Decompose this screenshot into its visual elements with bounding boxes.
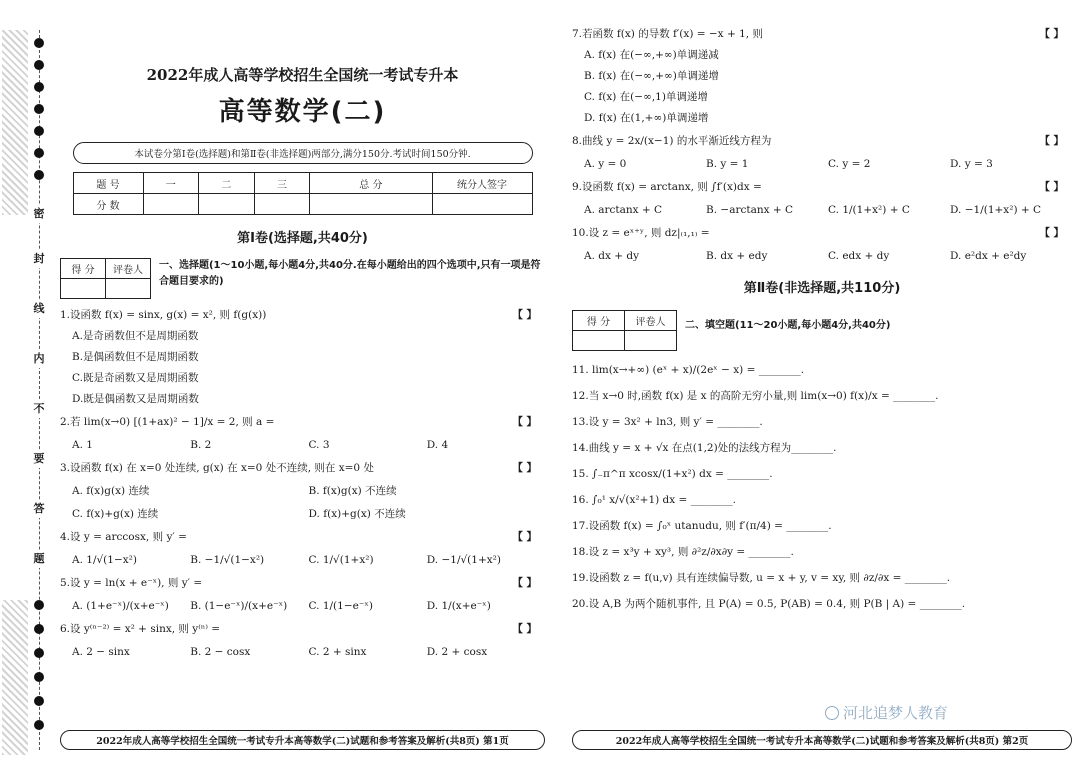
volume-2-title: 第Ⅱ卷(非选择题,共110分) bbox=[743, 281, 901, 296]
answer-bracket[interactable]: 【 】 bbox=[512, 623, 537, 635]
answer-bracket[interactable]: 【 】 bbox=[512, 309, 537, 321]
grader-score-label: 得 分 bbox=[61, 259, 106, 279]
answer-bracket[interactable]: 【 】 bbox=[512, 531, 537, 543]
score-cell[interactable] bbox=[143, 194, 199, 215]
option-row bbox=[60, 645, 545, 659]
binding-hole bbox=[34, 672, 44, 682]
option-row bbox=[60, 484, 545, 498]
answer-option[interactable]: A.是奇函数但不是周期函数 bbox=[72, 330, 199, 342]
seal-char: 题 bbox=[30, 550, 48, 568]
option-row bbox=[60, 438, 545, 452]
score-cell[interactable] bbox=[254, 194, 310, 215]
answer-option[interactable]: B. 2 bbox=[190, 439, 212, 451]
answer-bracket[interactable]: 【 】 bbox=[1039, 135, 1064, 147]
right-question-list bbox=[572, 27, 1072, 263]
answer-bracket[interactable]: 【 】 bbox=[1039, 181, 1064, 193]
binding-margin bbox=[0, 0, 52, 764]
score-header-cell: 三 bbox=[254, 173, 310, 194]
binding-hole bbox=[34, 600, 44, 610]
binding-dash-line bbox=[39, 30, 40, 750]
answer-option[interactable]: D. y = 3 bbox=[950, 158, 993, 170]
hatch-pattern-top bbox=[2, 30, 28, 215]
grader-score-label: 得 分 bbox=[573, 311, 625, 331]
section-2-title: 二、填空题(11～20小题,每小题4分,共40分) bbox=[685, 320, 891, 331]
seal-char: 不 bbox=[30, 400, 48, 418]
answer-option[interactable]: A. arctanx + C bbox=[584, 204, 663, 216]
binding-hole bbox=[34, 126, 44, 136]
question-stem: 4.设 y = arccosx, 则 y′ = 【 】 bbox=[60, 531, 537, 543]
answer-option[interactable]: D.既是偶函数又是周期函数 bbox=[72, 393, 199, 405]
answer-option[interactable]: D. f(x) 在(1,+∞)单调递增 bbox=[584, 112, 709, 124]
score-cell[interactable] bbox=[199, 194, 255, 215]
grader-box bbox=[60, 258, 151, 299]
answer-option[interactable]: B. f(x)g(x) 不连续 bbox=[308, 485, 397, 497]
answer-option[interactable]: C. f(x) 在(−∞,1)单调递增 bbox=[584, 91, 708, 103]
answer-option[interactable]: B. dx + edy bbox=[706, 250, 768, 262]
seal-char: 答 bbox=[30, 500, 48, 518]
grader-box bbox=[572, 310, 677, 351]
question-stem: 3.设函数 f(x) 在 x=0 处连续, g(x) 在 x=0 处不连续, 则在 x=0 处 【 】 bbox=[60, 462, 537, 474]
answer-option[interactable]: B.是偶函数但不是周期函数 bbox=[72, 351, 199, 363]
fill-question[interactable]: 15. ∫₋π^π xcosx/(1+x²) dx = ________. bbox=[572, 468, 773, 480]
exam-title: 2022年成人高等学校招生全国统一考试专升本 bbox=[146, 66, 459, 84]
grader-reviewer-label: 评卷人 bbox=[625, 311, 677, 331]
answer-bracket[interactable]: 【 】 bbox=[512, 462, 537, 474]
answer-option[interactable]: C. edx + dy bbox=[828, 250, 890, 262]
fill-question[interactable]: 20.设 A,B 为两个随机事件, 且 P(A) = 0.5, P(AB) = 0.4, 则 P(B | A) = ________. bbox=[572, 598, 966, 610]
answer-option[interactable]: C. y = 2 bbox=[828, 158, 871, 170]
grader-score-cell[interactable] bbox=[61, 279, 106, 299]
binding-hole bbox=[34, 104, 44, 114]
question-stem: 8.曲线 y = 2x/(x−1) 的水平渐近线方程为 【 】 bbox=[572, 135, 1064, 147]
grader-reviewer-label: 评卷人 bbox=[105, 259, 150, 279]
question-stem: 5.设 y = ln(x + e⁻ˣ), 则 y′ = 【 】 bbox=[60, 577, 537, 589]
fill-question-list bbox=[572, 363, 1072, 612]
score-header-cell: 一 bbox=[143, 173, 199, 194]
answer-option[interactable]: A. dx + dy bbox=[584, 250, 640, 262]
section-2-header bbox=[572, 310, 1072, 351]
seal-char: 线 bbox=[30, 300, 48, 318]
left-question-list bbox=[60, 308, 545, 659]
fill-question[interactable]: 16. ∫₀¹ x/√(x²+1) dx = ________. bbox=[572, 494, 737, 506]
fill-question[interactable]: 17.设函数 f(x) = ∫₀ˣ utanudu, 则 f′(π/4) = ________. bbox=[572, 520, 832, 532]
seal-char: 封 bbox=[30, 250, 48, 268]
binding-hole bbox=[34, 38, 44, 48]
answer-option[interactable]: A. 1 bbox=[72, 439, 93, 451]
answer-option[interactable]: B. f(x) 在(−∞,+∞)单调递增 bbox=[584, 70, 719, 82]
answer-bracket[interactable]: 【 】 bbox=[512, 416, 537, 428]
exam-notice: 本试卷分第Ⅰ卷(选择题)和第Ⅱ卷(非选择题)两部分,满分150分.考试时间150分钟. bbox=[73, 142, 533, 164]
answer-option[interactable]: A. f(x) 在(−∞,+∞)单调递减 bbox=[584, 49, 719, 61]
score-header-cell: 总 分 bbox=[310, 173, 432, 194]
answer-option[interactable]: C. 2 + sinx bbox=[308, 646, 367, 658]
watermark-logo-icon bbox=[825, 706, 839, 720]
answer-bracket[interactable]: 【 】 bbox=[1039, 227, 1064, 239]
watermark bbox=[825, 702, 948, 723]
answer-option[interactable]: D. f(x)+g(x) 不连续 bbox=[308, 508, 406, 520]
answer-option[interactable]: C. 3 bbox=[308, 439, 330, 451]
answer-option[interactable]: D. 2 + cosx bbox=[426, 646, 488, 658]
question-stem: 1.设函数 f(x) = sinx, g(x) = x², 则 f(g(x)) 【 】 bbox=[60, 309, 537, 321]
answer-option[interactable]: B. (1−e⁻ˣ)/(x+e⁻ˣ) bbox=[190, 600, 288, 612]
page-left bbox=[60, 20, 545, 760]
option-row bbox=[60, 553, 545, 567]
fill-question[interactable]: 18.设 z = x³y + xy³, 则 ∂²z/∂x∂y = ________. bbox=[572, 546, 794, 558]
option-row bbox=[572, 157, 1072, 171]
binding-hole bbox=[34, 60, 44, 70]
answer-bracket[interactable]: 【 】 bbox=[512, 577, 537, 589]
answer-option[interactable]: B. 2 − cosx bbox=[190, 646, 251, 658]
answer-option[interactable]: C. 1/(1−e⁻ˣ) bbox=[308, 600, 373, 612]
binding-hole bbox=[34, 624, 44, 634]
score-row-label: 分 数 bbox=[73, 194, 143, 215]
binding-hole bbox=[34, 170, 44, 180]
answer-option[interactable]: B. y = 1 bbox=[706, 158, 749, 170]
grader-reviewer-cell[interactable] bbox=[105, 279, 150, 299]
question-stem: 6.设 y⁽ⁿ⁻²⁾ = x² + sinx, 则 y⁽ⁿ⁾ = 【 】 bbox=[60, 623, 537, 635]
option-row bbox=[572, 203, 1072, 217]
answer-option[interactable]: D. e²dx + e²dy bbox=[950, 250, 1027, 262]
question-stem: 2.若 lim(x→0) [(1+ax)² − 1]/x = 2, 则 a = 【 】 bbox=[60, 416, 537, 428]
seal-char: 密 bbox=[30, 205, 48, 223]
question-stem: 9.设函数 f(x) = arctanx, 则 ∫f′(x)dx = 【 】 bbox=[572, 181, 1064, 193]
fill-question[interactable]: 19.设函数 z = f(u,v) 具有连续偏导数, u = x + y, v = xy, 则 ∂z/∂x = ________. bbox=[572, 572, 951, 584]
answer-option[interactable]: C.既是奇函数又是周期函数 bbox=[72, 372, 199, 384]
binding-hole bbox=[34, 720, 44, 730]
question-stem: 10.设 z = eˣ⁺ʸ, 则 dz|₍₁,₁₎ = 【 】 bbox=[572, 227, 1064, 239]
answer-option[interactable]: D. 1/(x+e⁻ˣ) bbox=[426, 600, 491, 612]
answer-option[interactable]: B. −1/√(1−x²) bbox=[190, 554, 265, 566]
question-stem: 7.若函数 f(x) 的导数 f′(x) = −x + 1, 则 【 】 bbox=[572, 28, 1064, 40]
seal-char: 内 bbox=[30, 350, 48, 368]
volume-1-title: 第Ⅰ卷(选择题,共40分) bbox=[237, 231, 368, 246]
option-row bbox=[60, 599, 545, 613]
page-right bbox=[572, 20, 1072, 760]
answer-option[interactable]: D. −1/(1+x²) + C bbox=[950, 204, 1042, 216]
section-1-header bbox=[60, 258, 545, 299]
binding-hole bbox=[34, 82, 44, 92]
score-cell[interactable] bbox=[432, 194, 532, 215]
answer-option[interactable]: D. 4 bbox=[426, 439, 449, 451]
score-table bbox=[73, 172, 533, 215]
section-1-title: 一、选择题(1～10小题,每小题4分,共40分.在每小题给出的四个选项中,只有一项是符合题目要求的) bbox=[158, 260, 541, 287]
answer-option[interactable]: C. 1/√(1+x²) bbox=[308, 554, 374, 566]
watermark-text: 河北追梦人教育 bbox=[843, 704, 949, 722]
grader-reviewer-cell[interactable] bbox=[625, 331, 677, 351]
option-row bbox=[60, 507, 545, 521]
score-header-cell: 统分人签字 bbox=[432, 173, 532, 194]
grader-score-cell[interactable] bbox=[573, 331, 625, 351]
hatch-pattern-bottom bbox=[2, 600, 28, 755]
footer-right: 2022年成人高等学校招生全国统一考试专升本高等数学(二)试题和参考答案及解析(共8页) 第2页 bbox=[572, 730, 1072, 750]
answer-option[interactable]: D. −1/√(1+x²) bbox=[426, 554, 501, 566]
fill-question[interactable]: 12.当 x→0 时,函数 f(x) 是 x 的高阶无穷小量,则 lim(x→0) f(x)/x = ________. bbox=[572, 390, 939, 402]
seal-char: 要 bbox=[30, 450, 48, 468]
answer-option[interactable]: A. y = 0 bbox=[584, 158, 627, 170]
fill-question[interactable]: 13.设 y = 3x² + ln3, 则 y′ = ________. bbox=[572, 416, 763, 428]
score-header-cell: 题 号 bbox=[73, 173, 143, 194]
fill-question[interactable]: 11. lim(x→+∞) (eˣ + x)/(2eˣ − x) = ________. bbox=[572, 364, 805, 376]
answer-option[interactable]: C. f(x)+g(x) 连续 bbox=[72, 508, 159, 520]
binding-hole bbox=[34, 696, 44, 706]
answer-option[interactable]: B. −arctanx + C bbox=[706, 204, 794, 216]
score-header-cell: 二 bbox=[199, 173, 255, 194]
footer-left: 2022年成人高等学校招生全国统一考试专升本高等数学(二)试题和参考答案及解析(共8页) 第1页 bbox=[60, 730, 545, 750]
answer-option[interactable]: A. 1/√(1−x²) bbox=[72, 554, 137, 566]
answer-option[interactable]: A. 2 − sinx bbox=[72, 646, 130, 658]
answer-option[interactable]: A. f(x)g(x) 连续 bbox=[72, 485, 150, 497]
answer-option[interactable]: A. (1+e⁻ˣ)/(x+e⁻ˣ) bbox=[72, 600, 169, 612]
option-row bbox=[572, 249, 1072, 263]
answer-bracket[interactable]: 【 】 bbox=[1039, 28, 1064, 40]
subject-title: 高等数学(二) bbox=[218, 97, 387, 127]
score-cell[interactable] bbox=[310, 194, 432, 215]
fill-question[interactable]: 14.曲线 y = x + √x 在点(1,2)处的法线方程为________. bbox=[572, 442, 837, 454]
answer-option[interactable]: C. 1/(1+x²) + C bbox=[828, 204, 910, 216]
binding-hole bbox=[34, 148, 44, 158]
binding-hole bbox=[34, 648, 44, 658]
